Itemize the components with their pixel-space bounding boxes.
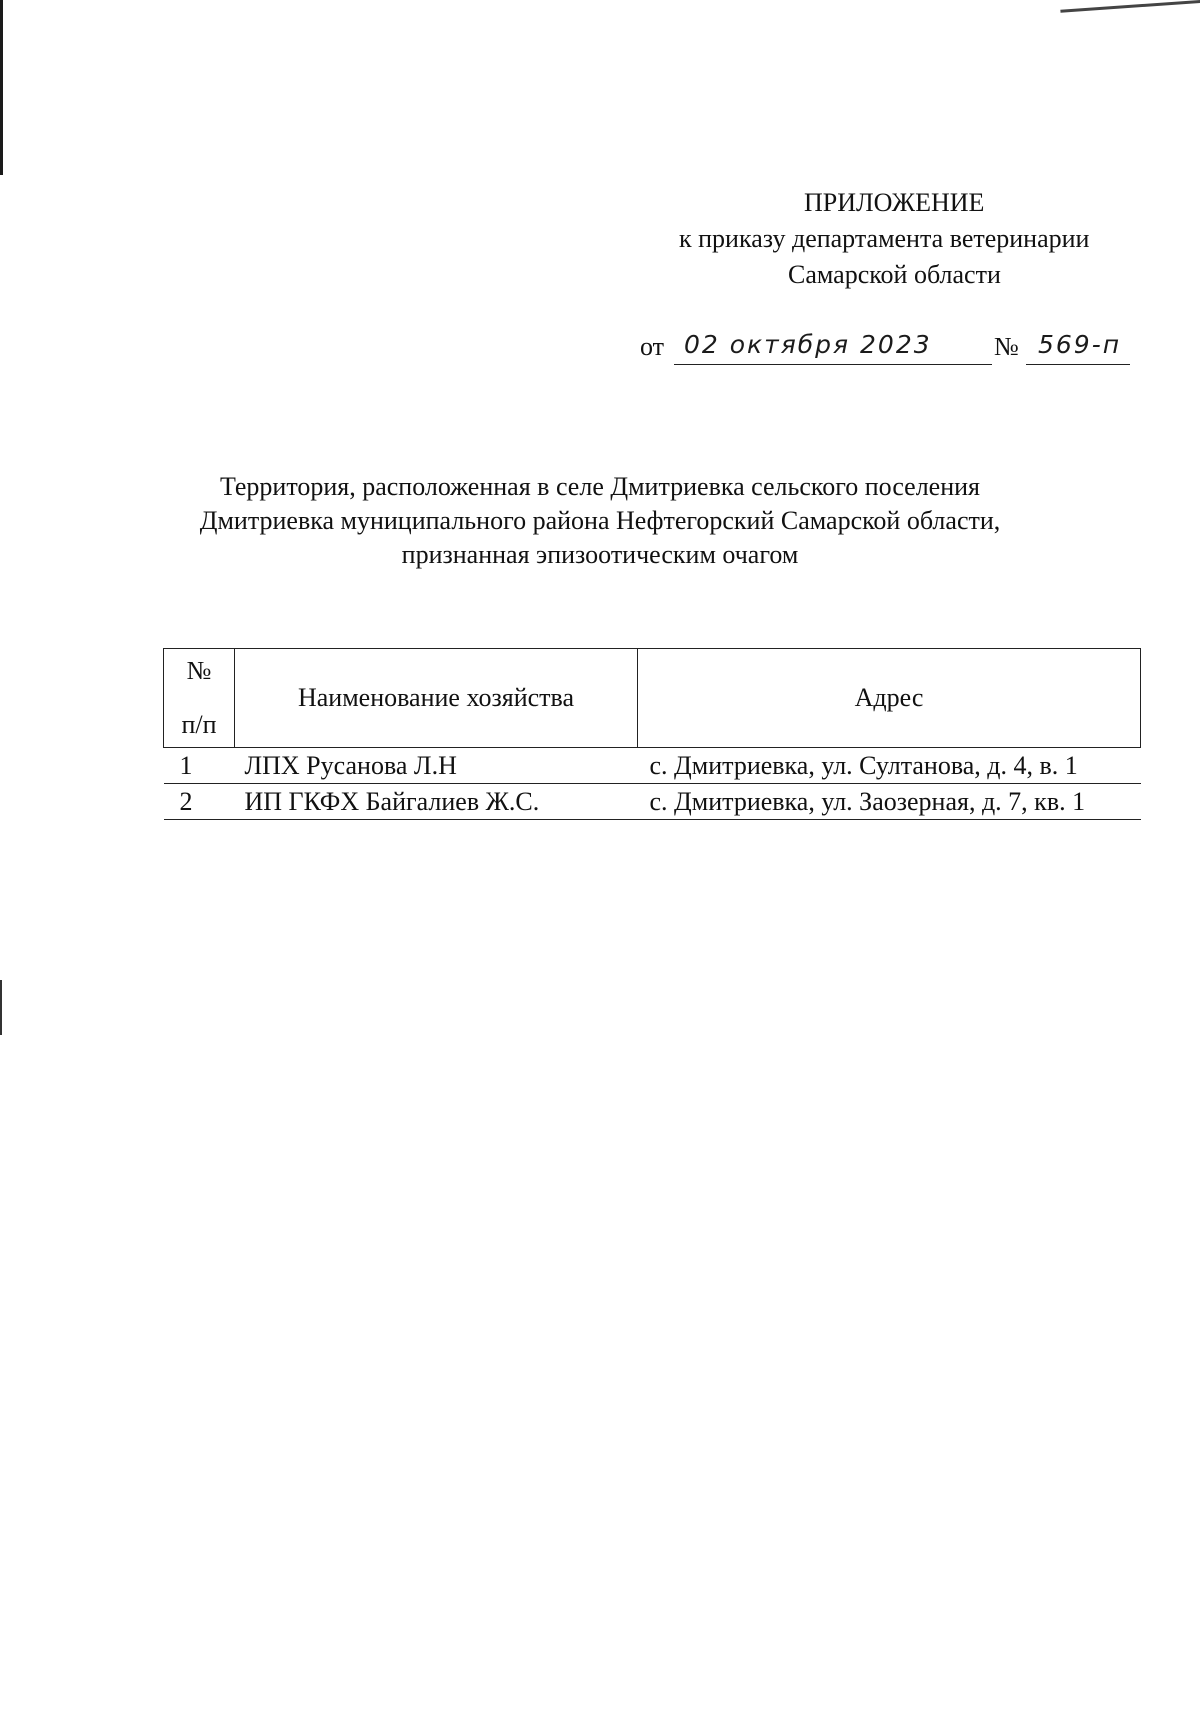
order-number-field [1026, 332, 1130, 365]
header-address: Адрес [638, 649, 1141, 748]
order-number-handwritten: 569-п [1038, 330, 1122, 359]
header-number [164, 649, 235, 748]
scan-corner-mark [1060, 0, 1200, 13]
row-address: с. Дмитриевка, ул. Заозерная, д. 7, кв. 1 [638, 784, 1141, 820]
table-header-row [164, 649, 1141, 748]
document-heading [150, 470, 1050, 572]
table-row [164, 784, 1141, 820]
heading-line-3: признанная эпизоотическим очагом [401, 540, 799, 569]
row-farm-name: ИП ГКФХ Байгалиев Ж.С. [235, 784, 638, 820]
appendix-title: ПРИЛОЖЕНИЕ [804, 188, 985, 217]
scan-edge-mark-lower [0, 980, 2, 1035]
scan-edge-mark [0, 0, 3, 175]
row-address: с. Дмитриевка, ул. Султанова, д. 4, в. 1 [638, 748, 1141, 784]
heading-line-2: Дмитриевка муниципального района Нефтегорский Самарской области, [199, 506, 1001, 535]
order-date-handwritten: 02 октября 2023 [684, 330, 932, 359]
appendix-order-reference: к приказу департамента ветеринарии [679, 224, 1090, 253]
order-number-label: № [994, 332, 1019, 361]
order-date-field [674, 332, 992, 365]
header-number-abbrev: п/п [181, 710, 217, 739]
row-number: 2 [164, 784, 235, 820]
farms-table [163, 648, 1141, 820]
row-farm-name: ЛПХ Русанова Л.Н [235, 748, 638, 784]
table-row [164, 748, 1141, 784]
heading-line-1: Территория, расположенная в селе Дмитриевка сельского поселения [219, 472, 981, 501]
order-from-label: от [640, 332, 665, 361]
row-number: 1 [164, 748, 235, 784]
appendix-region: Самарской области [788, 260, 1001, 289]
header-number-sign: № [186, 656, 212, 685]
order-date-number-line [640, 332, 1140, 372]
header-farm-name: Наименование хозяйства [235, 649, 638, 748]
